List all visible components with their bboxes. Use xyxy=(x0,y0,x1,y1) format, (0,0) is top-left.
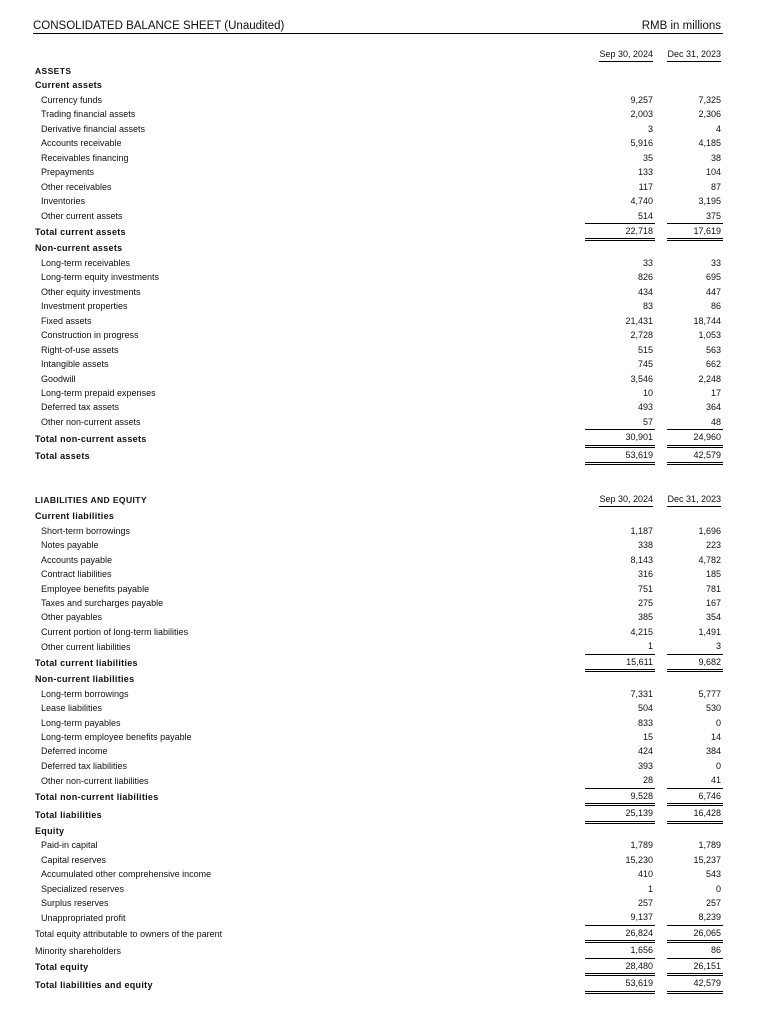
row-label: Non-current assets xyxy=(35,243,123,254)
value-current: 10 xyxy=(642,387,653,398)
value-current: 393 xyxy=(637,760,653,771)
row-minority-shareholders xyxy=(33,943,723,958)
row-label: Capital reserves xyxy=(41,854,107,865)
value-current: 1 xyxy=(647,883,653,894)
row-other-current-liabilities xyxy=(33,639,723,654)
value-prior: 447 xyxy=(705,286,721,297)
value-prior: 1,053 xyxy=(698,330,721,341)
value-prior: 185 xyxy=(705,569,721,580)
value-prior: 104 xyxy=(705,167,721,178)
value-prior: 7,325 xyxy=(698,94,721,105)
row-specialized-reserves xyxy=(33,882,723,896)
value-current: 410 xyxy=(637,869,653,880)
value-current: 28 xyxy=(585,773,655,788)
value-current: 2,728 xyxy=(630,330,653,341)
value-current: 30,901 xyxy=(585,430,655,447)
value-current: 15 xyxy=(642,732,653,743)
value-current: 385 xyxy=(637,612,653,623)
row-label: Notes payable xyxy=(41,540,99,551)
row-label: Long-term employee benefits payable xyxy=(41,732,192,743)
row-short-term-borrowings xyxy=(33,524,723,538)
value-prior: 17,619 xyxy=(667,224,723,241)
row-prepayments xyxy=(33,165,723,179)
row-total-liabilities-and-equity xyxy=(33,976,723,993)
row-label: Inventories xyxy=(41,196,86,207)
column-header-prior: Dec 31, 2023 xyxy=(667,479,723,509)
value-prior: 543 xyxy=(705,869,721,880)
row-total-equity-attributable-to-owners-of-the-parent xyxy=(33,926,723,943)
row-label: Intangible assets xyxy=(41,359,109,370)
value-current: 515 xyxy=(637,344,653,355)
value-prior: 1,696 xyxy=(698,525,721,536)
column-header-prior: Dec 31, 2023 xyxy=(667,34,723,64)
value-prior: 3,195 xyxy=(698,196,721,207)
row-paid-in-capital xyxy=(33,838,723,852)
value-prior: 2,248 xyxy=(698,373,721,384)
value-prior xyxy=(667,78,723,92)
row-currency-funds xyxy=(33,93,723,107)
row-label: Long-term receivables xyxy=(41,257,131,268)
value-current: 3,546 xyxy=(630,373,653,384)
row-construction-in-progress xyxy=(33,328,723,342)
row-label: Current assets xyxy=(35,80,103,91)
value-prior: 16,428 xyxy=(667,806,723,823)
row-long-term-payables xyxy=(33,716,723,730)
row-current-portion-of-long-term-liabilities xyxy=(33,625,723,639)
row-other-payables xyxy=(33,610,723,624)
value-prior: 0 xyxy=(715,717,721,728)
value-current: 1,656 xyxy=(585,943,655,958)
row-label: Total assets xyxy=(35,451,90,462)
value-current: 117 xyxy=(638,181,653,192)
value-current xyxy=(585,64,655,78)
value-current: 493 xyxy=(637,402,653,413)
row-investment-properties xyxy=(33,299,723,313)
value-current: 53,619 xyxy=(585,448,655,465)
value-current: 1,187 xyxy=(630,525,653,536)
row-label: Total liabilities and equity xyxy=(35,979,153,990)
row-label: Equity xyxy=(35,825,65,836)
value-prior: 9,682 xyxy=(667,655,723,672)
value-current: 26,824 xyxy=(585,926,655,943)
value-current: 257 xyxy=(637,898,653,909)
value-prior xyxy=(667,64,723,78)
value-current: 7,331 xyxy=(630,688,653,699)
row-notes-payable xyxy=(33,538,723,552)
value-prior: 6,746 xyxy=(667,789,723,806)
value-current: 424 xyxy=(637,746,653,757)
row-label: Taxes and surcharges payable xyxy=(41,597,164,608)
value-prior: 26,065 xyxy=(667,926,723,943)
value-current: 434 xyxy=(637,286,653,297)
value-current: 9,137 xyxy=(585,910,655,925)
row-long-term-receivables xyxy=(33,256,723,270)
value-current xyxy=(585,672,655,686)
value-prior: 4,185 xyxy=(698,138,721,149)
value-current: 25,139 xyxy=(585,806,655,823)
assets-column-header xyxy=(33,34,723,64)
value-prior: 167 xyxy=(705,597,721,608)
row-label: Total liabilities xyxy=(35,809,102,820)
value-current: 1 xyxy=(585,639,655,654)
value-prior: 5,777 xyxy=(698,688,721,699)
row-label: Total current liabilities xyxy=(35,658,138,669)
row-label: Accounts payable xyxy=(41,554,113,565)
value-prior: 86 xyxy=(667,943,723,958)
row-employee-benefits-payable xyxy=(33,582,723,596)
row-non-current-assets xyxy=(33,241,723,255)
liabilities-column-header xyxy=(33,479,723,509)
row-label: Other receivables xyxy=(41,181,112,192)
row-deferred-tax-liabilities xyxy=(33,759,723,773)
value-prior: 1,789 xyxy=(698,840,721,851)
row-deferred-tax-assets xyxy=(33,400,723,414)
value-prior: 18,744 xyxy=(693,315,721,326)
value-current: 57 xyxy=(585,415,655,430)
row-label: Deferred tax liabilities xyxy=(41,760,128,771)
value-prior: 8,239 xyxy=(667,910,723,925)
currency-unit: RMB in millions xyxy=(641,20,721,32)
value-current xyxy=(585,78,655,92)
value-prior: 0 xyxy=(715,760,721,771)
row-label: Trading financial assets xyxy=(41,109,136,120)
value-prior: 384 xyxy=(705,746,721,757)
value-prior xyxy=(667,509,723,523)
row-label: Other equity investments xyxy=(41,286,141,297)
value-prior: 33 xyxy=(710,257,721,268)
row-receivables-financing xyxy=(33,151,723,165)
value-prior: 42,579 xyxy=(667,976,723,993)
row-label: Current portion of long-term liabilities xyxy=(41,626,189,637)
value-current: 504 xyxy=(637,703,653,714)
row-surplus-reserves xyxy=(33,896,723,910)
value-prior: 257 xyxy=(705,898,721,909)
row-label: Accumulated other comprehensive income xyxy=(41,869,212,880)
value-current xyxy=(585,824,655,838)
column-header-current: Sep 30, 2024 xyxy=(585,479,655,509)
row-label: Goodwill xyxy=(41,373,76,384)
value-prior: 38 xyxy=(710,152,721,163)
row-label: Total current assets xyxy=(35,227,126,238)
value-current: 133 xyxy=(637,167,653,178)
row-goodwill xyxy=(33,372,723,386)
value-prior: 24,960 xyxy=(667,430,723,447)
row-total-assets xyxy=(33,448,723,465)
row-label: LIABILITIES AND EQUITY xyxy=(35,494,147,505)
row-label: Total equity attributable to owners of the parent xyxy=(35,929,223,940)
row-label: Other current assets xyxy=(41,211,123,222)
value-current: 22,718 xyxy=(585,224,655,241)
value-current: 9,528 xyxy=(585,789,655,806)
row-label: Receivables financing xyxy=(41,152,129,163)
row-current-assets xyxy=(33,78,723,92)
row-label: Total non-current liabilities xyxy=(35,792,159,803)
value-prior xyxy=(667,824,723,838)
value-prior xyxy=(667,672,723,686)
value-current: 83 xyxy=(642,301,653,312)
value-prior xyxy=(667,241,723,255)
row-right-of-use-assets xyxy=(33,343,723,357)
value-current: 8,143 xyxy=(630,554,653,565)
row-accounts-receivable xyxy=(33,136,723,150)
row-accumulated-other-comprehensive-income xyxy=(33,867,723,881)
row-current-liabilities xyxy=(33,509,723,523)
value-current: 3 xyxy=(647,123,653,134)
value-prior: 354 xyxy=(705,612,721,623)
row-capital-reserves xyxy=(33,853,723,867)
value-prior: 2,306 xyxy=(698,109,721,120)
row-label: Long-term equity investments xyxy=(41,272,160,283)
value-current: 1,789 xyxy=(630,840,653,851)
value-current: 21,431 xyxy=(625,315,653,326)
row-label: Other non-current assets xyxy=(41,417,141,428)
assets-table xyxy=(33,34,723,465)
row-deferred-income xyxy=(33,744,723,758)
row-other-non-current-liabilities xyxy=(33,773,723,788)
value-current: 4,215 xyxy=(630,626,653,637)
value-prior: 0 xyxy=(715,883,721,894)
value-current: 833 xyxy=(637,717,653,728)
row-label: Construction in progress xyxy=(41,330,139,341)
row-long-term-borrowings xyxy=(33,687,723,701)
value-prior: 695 xyxy=(705,272,721,283)
row-other-receivables xyxy=(33,180,723,194)
liabilities-equity-table xyxy=(33,479,723,994)
row-label: Current liabilities xyxy=(35,511,115,522)
row-label: Employee benefits payable xyxy=(41,583,150,594)
value-prior: 3 xyxy=(667,639,723,654)
value-prior: 4,782 xyxy=(698,554,721,565)
column-header-current: Sep 30, 2024 xyxy=(585,34,655,64)
row-total-current-liabilities xyxy=(33,655,723,672)
row-lease-liabilities xyxy=(33,701,723,715)
row-label: Other payables xyxy=(41,612,103,623)
row-non-current-liabilities xyxy=(33,672,723,686)
value-current: 275 xyxy=(637,597,653,608)
value-prior: 1,491 xyxy=(698,626,721,637)
report-header xyxy=(33,16,723,34)
row-label: Currency funds xyxy=(41,94,103,105)
row-label: Short-term borrowings xyxy=(41,525,131,536)
value-prior: 662 xyxy=(705,359,721,370)
value-prior: 364 xyxy=(705,402,721,413)
row-fixed-assets xyxy=(33,314,723,328)
row-label: Other current liabilities xyxy=(41,641,131,652)
row-label: Contract liabilities xyxy=(41,569,112,580)
value-current: 5,916 xyxy=(630,138,653,149)
row-derivative-financial-assets xyxy=(33,122,723,136)
value-prior: 48 xyxy=(667,415,723,430)
row-total-equity xyxy=(33,959,723,976)
balance-sheet-page xyxy=(33,16,723,994)
value-current: 9,257 xyxy=(630,94,653,105)
row-label: Long-term prepaid expenses xyxy=(41,387,156,398)
value-current xyxy=(585,241,655,255)
value-current: 35 xyxy=(642,152,653,163)
row-label: Paid-in capital xyxy=(41,840,98,851)
value-prior: 4 xyxy=(715,123,721,134)
value-prior: 86 xyxy=(710,301,721,312)
row-label: Long-term payables xyxy=(41,717,121,728)
row-trading-financial-assets xyxy=(33,107,723,121)
value-prior: 41 xyxy=(667,773,723,788)
row-label: Derivative financial assets xyxy=(41,123,146,134)
value-prior: 26,151 xyxy=(667,959,723,976)
value-prior: 42,579 xyxy=(667,448,723,465)
row-label: Surplus reserves xyxy=(41,898,109,909)
row-intangible-assets xyxy=(33,357,723,371)
value-prior: 14 xyxy=(710,732,721,743)
value-prior: 375 xyxy=(667,209,723,224)
row-long-term-employee-benefits-payable xyxy=(33,730,723,744)
row-label: ASSETS xyxy=(35,66,72,76)
row-other-equity-investments xyxy=(33,285,723,299)
value-current: 826 xyxy=(637,272,653,283)
row-other-non-current-assets xyxy=(33,415,723,430)
row-label: Investment properties xyxy=(41,301,128,312)
row-long-term-prepaid-expenses xyxy=(33,386,723,400)
report-title: CONSOLIDATED BALANCE SHEET (Unaudited) xyxy=(33,20,285,32)
value-current: 4,740 xyxy=(630,196,653,207)
value-prior: 15,237 xyxy=(693,854,721,865)
value-current: 338 xyxy=(637,540,653,551)
row-label: Deferred income xyxy=(41,746,108,757)
row-unappropriated-profit xyxy=(33,910,723,925)
value-current: 751 xyxy=(637,583,653,594)
row-equity xyxy=(33,824,723,838)
row-total-current-assets xyxy=(33,224,723,241)
row-label: Minority shareholders xyxy=(35,945,122,956)
row-total-non-current-liabilities xyxy=(33,789,723,806)
value-prior: 87 xyxy=(710,181,721,192)
value-current: 514 xyxy=(585,209,655,224)
row-label: Accounts receivable xyxy=(41,138,122,149)
row-total-liabilities xyxy=(33,806,723,823)
row-assets xyxy=(33,64,723,78)
row-label: Fixed assets xyxy=(41,315,92,326)
row-label: Other non-current liabilities xyxy=(41,775,149,786)
value-prior: 563 xyxy=(705,344,721,355)
row-label: Prepayments xyxy=(41,167,95,178)
value-current: 15,230 xyxy=(625,854,653,865)
row-label: Long-term borrowings xyxy=(41,688,129,699)
value-current: 2,003 xyxy=(630,109,653,120)
value-current: 53,619 xyxy=(585,976,655,993)
value-prior: 781 xyxy=(705,583,721,594)
row-label: Specialized reserves xyxy=(41,883,125,894)
value-current: 33 xyxy=(642,257,653,268)
row-label: Deferred tax assets xyxy=(41,402,120,413)
row-label: Total equity xyxy=(35,962,89,973)
value-prior: 223 xyxy=(705,540,721,551)
value-current: 745 xyxy=(637,359,653,370)
row-label: Non-current liabilities xyxy=(35,674,135,685)
value-current: 28,480 xyxy=(585,959,655,976)
row-total-non-current-assets xyxy=(33,430,723,447)
row-label: Unappropriated profit xyxy=(41,912,126,923)
row-accounts-payable xyxy=(33,553,723,567)
row-long-term-equity-investments xyxy=(33,270,723,284)
row-other-current-assets xyxy=(33,209,723,224)
value-prior: 530 xyxy=(705,703,721,714)
row-inventories xyxy=(33,194,723,208)
row-contract-liabilities xyxy=(33,567,723,581)
row-label: Total non-current assets xyxy=(35,433,147,444)
value-current xyxy=(585,509,655,523)
row-label: Right-of-use assets xyxy=(41,344,119,355)
row-label: Lease liabilities xyxy=(41,703,103,714)
value-current: 316 xyxy=(637,569,653,580)
row-taxes-and-surcharges-payable xyxy=(33,596,723,610)
value-current: 15,611 xyxy=(585,655,655,672)
value-prior: 17 xyxy=(710,387,721,398)
